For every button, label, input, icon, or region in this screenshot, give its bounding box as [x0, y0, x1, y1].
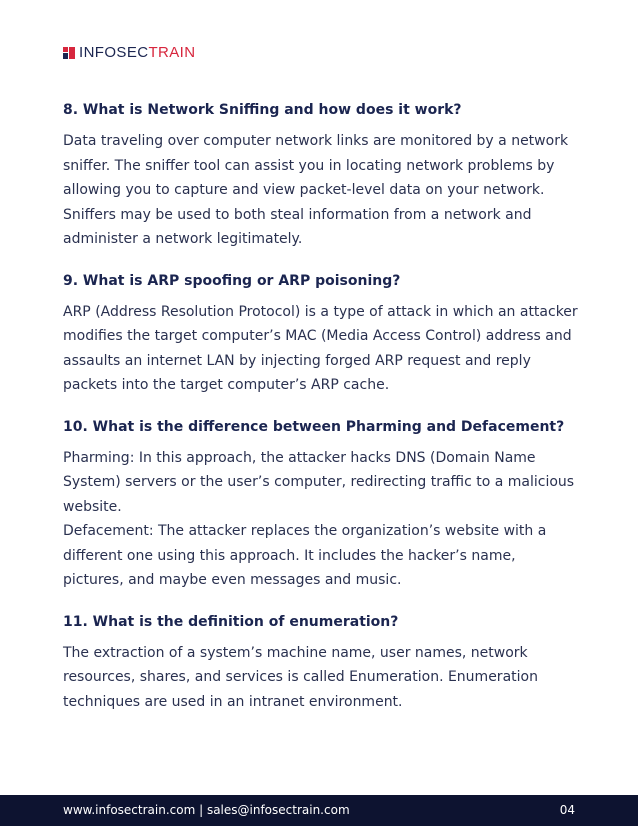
logo-text-infosec: INFOSEC: [79, 44, 149, 61]
infosectrain-logo: [63, 45, 195, 61]
answer-paragraph: Defacement: The attacker replaces the organization’s website with a different one using this approach. It includes the hacker’s name, pictures, and maybe even messages and music.: [63, 523, 547, 588]
answer-paragraph: Data traveling over computer network links are monitored by a network sniffer. The sniffer tool can assist you in locating network problems by allowing you to capture and view packet-level data on your network. Sniffers may be used to both steal information from a network and administer a network legitimately.: [63, 133, 569, 247]
logo-text: [79, 45, 195, 61]
question-section-10: [63, 417, 578, 593]
answer-body: [63, 446, 578, 593]
answer-body: [63, 129, 578, 252]
answer-body: [63, 300, 578, 398]
question-heading: 8. What is Network Sniffing and how does it work?: [63, 102, 462, 118]
question-section-9: [63, 271, 578, 398]
answer-body: [63, 641, 578, 715]
page-number: 04: [559, 803, 575, 817]
logo-text-train: TRAIN: [148, 44, 196, 61]
document-content: [63, 100, 578, 733]
question-section-11: [63, 612, 578, 715]
page-footer: [0, 795, 638, 826]
answer-paragraph: The extraction of a system’s machine name, user names, network resources, shares, and services is called Enumeration. Enumeration techniques are used in an intranet environment.: [63, 644, 538, 710]
question-heading: 11. What is the definition of enumeration?: [63, 613, 399, 630]
logo-mark-icon: [63, 47, 75, 59]
footer-contact: www.infosectrain.com | sales@infosectrain.com: [63, 803, 350, 817]
question-section-8: [63, 100, 578, 252]
answer-paragraph: ARP (Address Resolution Protocol) is a type of attack in which an attacker modifies the target computer’s MAC (Media Access Control) address and assaults an internet LAN by injecting forged ARP request and reply packets into the target computer’s ARP cache.: [63, 303, 578, 393]
answer-paragraph: Pharming: In this approach, the attacker hacks DNS (Domain Name System) servers or the user’s computer, redirecting traffic to a malicious website.: [63, 449, 575, 515]
question-heading: 9. What is ARP spoofing or ARP poisoning?: [63, 272, 401, 289]
question-heading: 10. What is the difference between Pharming and Defacement?: [63, 418, 565, 435]
